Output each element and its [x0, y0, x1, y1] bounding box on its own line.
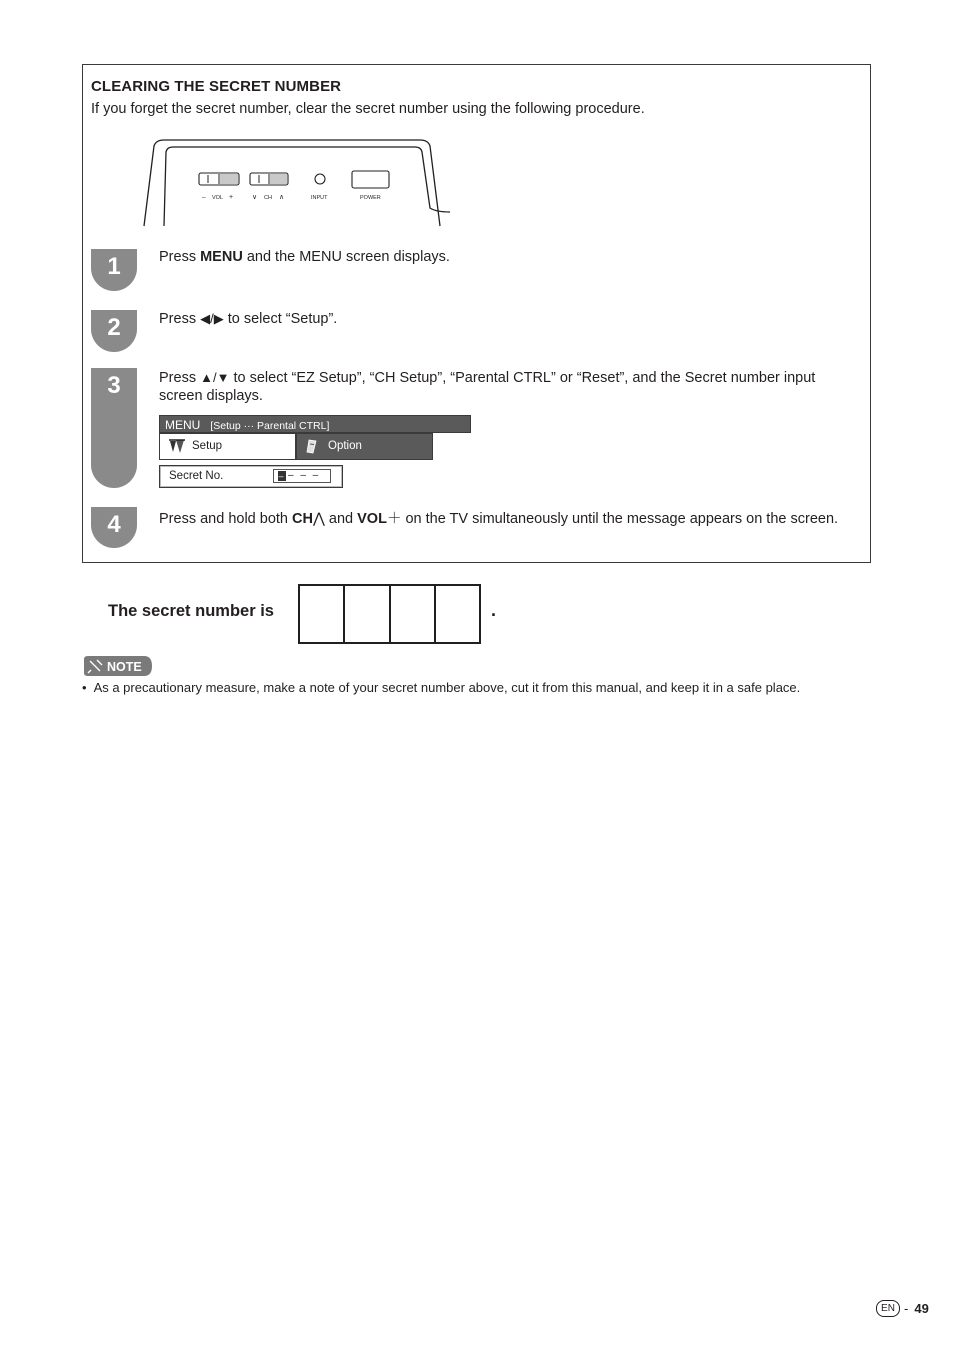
input-label: INPUT [311, 195, 328, 201]
left-right-arrows-icon: ◀/▶ [200, 311, 224, 326]
step-3-text: Press ▲/▼ to select “EZ Setup”, “CH Setup”, “Parental CTRL” or “Reset”, and the Secret number input screen displays. [159, 370, 816, 404]
osd-tab-setup: Setup [159, 433, 296, 460]
memo-digit-box [300, 586, 345, 642]
step-4-text: Press and hold both CH⋀ and VOL＋ on the TV simultaneously until the message appears on the screen. [159, 511, 839, 527]
memo-digit-box [345, 586, 390, 642]
secret-number-memo-boxes [298, 584, 481, 644]
power-label: POWER [360, 195, 381, 201]
memo-digit-box [436, 586, 479, 642]
osd-tab-option: Option [296, 433, 433, 460]
step-2-tab: 2 [91, 310, 137, 352]
osd-menu-bar [159, 415, 471, 433]
tv-control-panel-illustration [140, 138, 460, 230]
svg-text:∨: ∨ [252, 194, 258, 201]
svg-text:+: + [229, 194, 234, 201]
memo-period: . [491, 600, 497, 620]
language-badge: EN [876, 1300, 900, 1317]
option-icon [305, 438, 319, 455]
note-badge [82, 655, 154, 677]
secret-number-memo-label: The secret number is [108, 602, 274, 620]
ch-button-icon [250, 173, 288, 185]
setup-icon [168, 438, 186, 455]
osd-secret-field: – – – – [273, 469, 331, 483]
step-3-tab: 3 [91, 368, 137, 488]
up-down-arrows-icon: ▲/▼ [200, 370, 230, 385]
osd-breadcrumb: [Setup ··· Parental CTRL] [210, 420, 330, 432]
ch-label: CH [264, 195, 272, 201]
note-item: • As a precautionary measure, make a note of your secret number above, cut it from this manual, and keep it in a safe place. [82, 680, 801, 695]
svg-text:–: – [202, 194, 206, 201]
page-number: EN - 49 [876, 1300, 929, 1317]
note-text: As a precautionary measure, make a note of your secret number above, cut it from this manual, and keep it in a safe place. [93, 680, 801, 695]
step-2-text: Press ◀/▶ to select “Setup”. [159, 311, 338, 327]
ch-up-symbol: ⋀ [312, 511, 325, 527]
vol-label: VOL [212, 195, 224, 201]
input-button-icon [315, 174, 325, 184]
osd-secret-number-row [159, 465, 343, 488]
vol-plus-symbol: ＋ [386, 511, 402, 527]
osd-input-cursor: – [278, 471, 286, 481]
power-button-icon [352, 171, 389, 188]
svg-text:∧: ∧ [279, 194, 285, 201]
section-title: CLEARING THE SECRET NUMBER [91, 78, 342, 95]
memo-digit-box [391, 586, 436, 642]
osd-menu-label: MENU [165, 418, 201, 432]
section-intro: If you forget the secret number, clear the secret number using the following procedure. [91, 101, 645, 117]
step-1-text: Press MENU and the MENU screen displays. [159, 249, 450, 265]
step-1-tab: 1 [91, 249, 137, 291]
vol-button-icon [199, 173, 239, 185]
osd-secret-label: Secret No. [169, 470, 224, 482]
step-4-tab: 4 [91, 507, 137, 548]
svg-text:NOTE: NOTE [107, 660, 142, 674]
